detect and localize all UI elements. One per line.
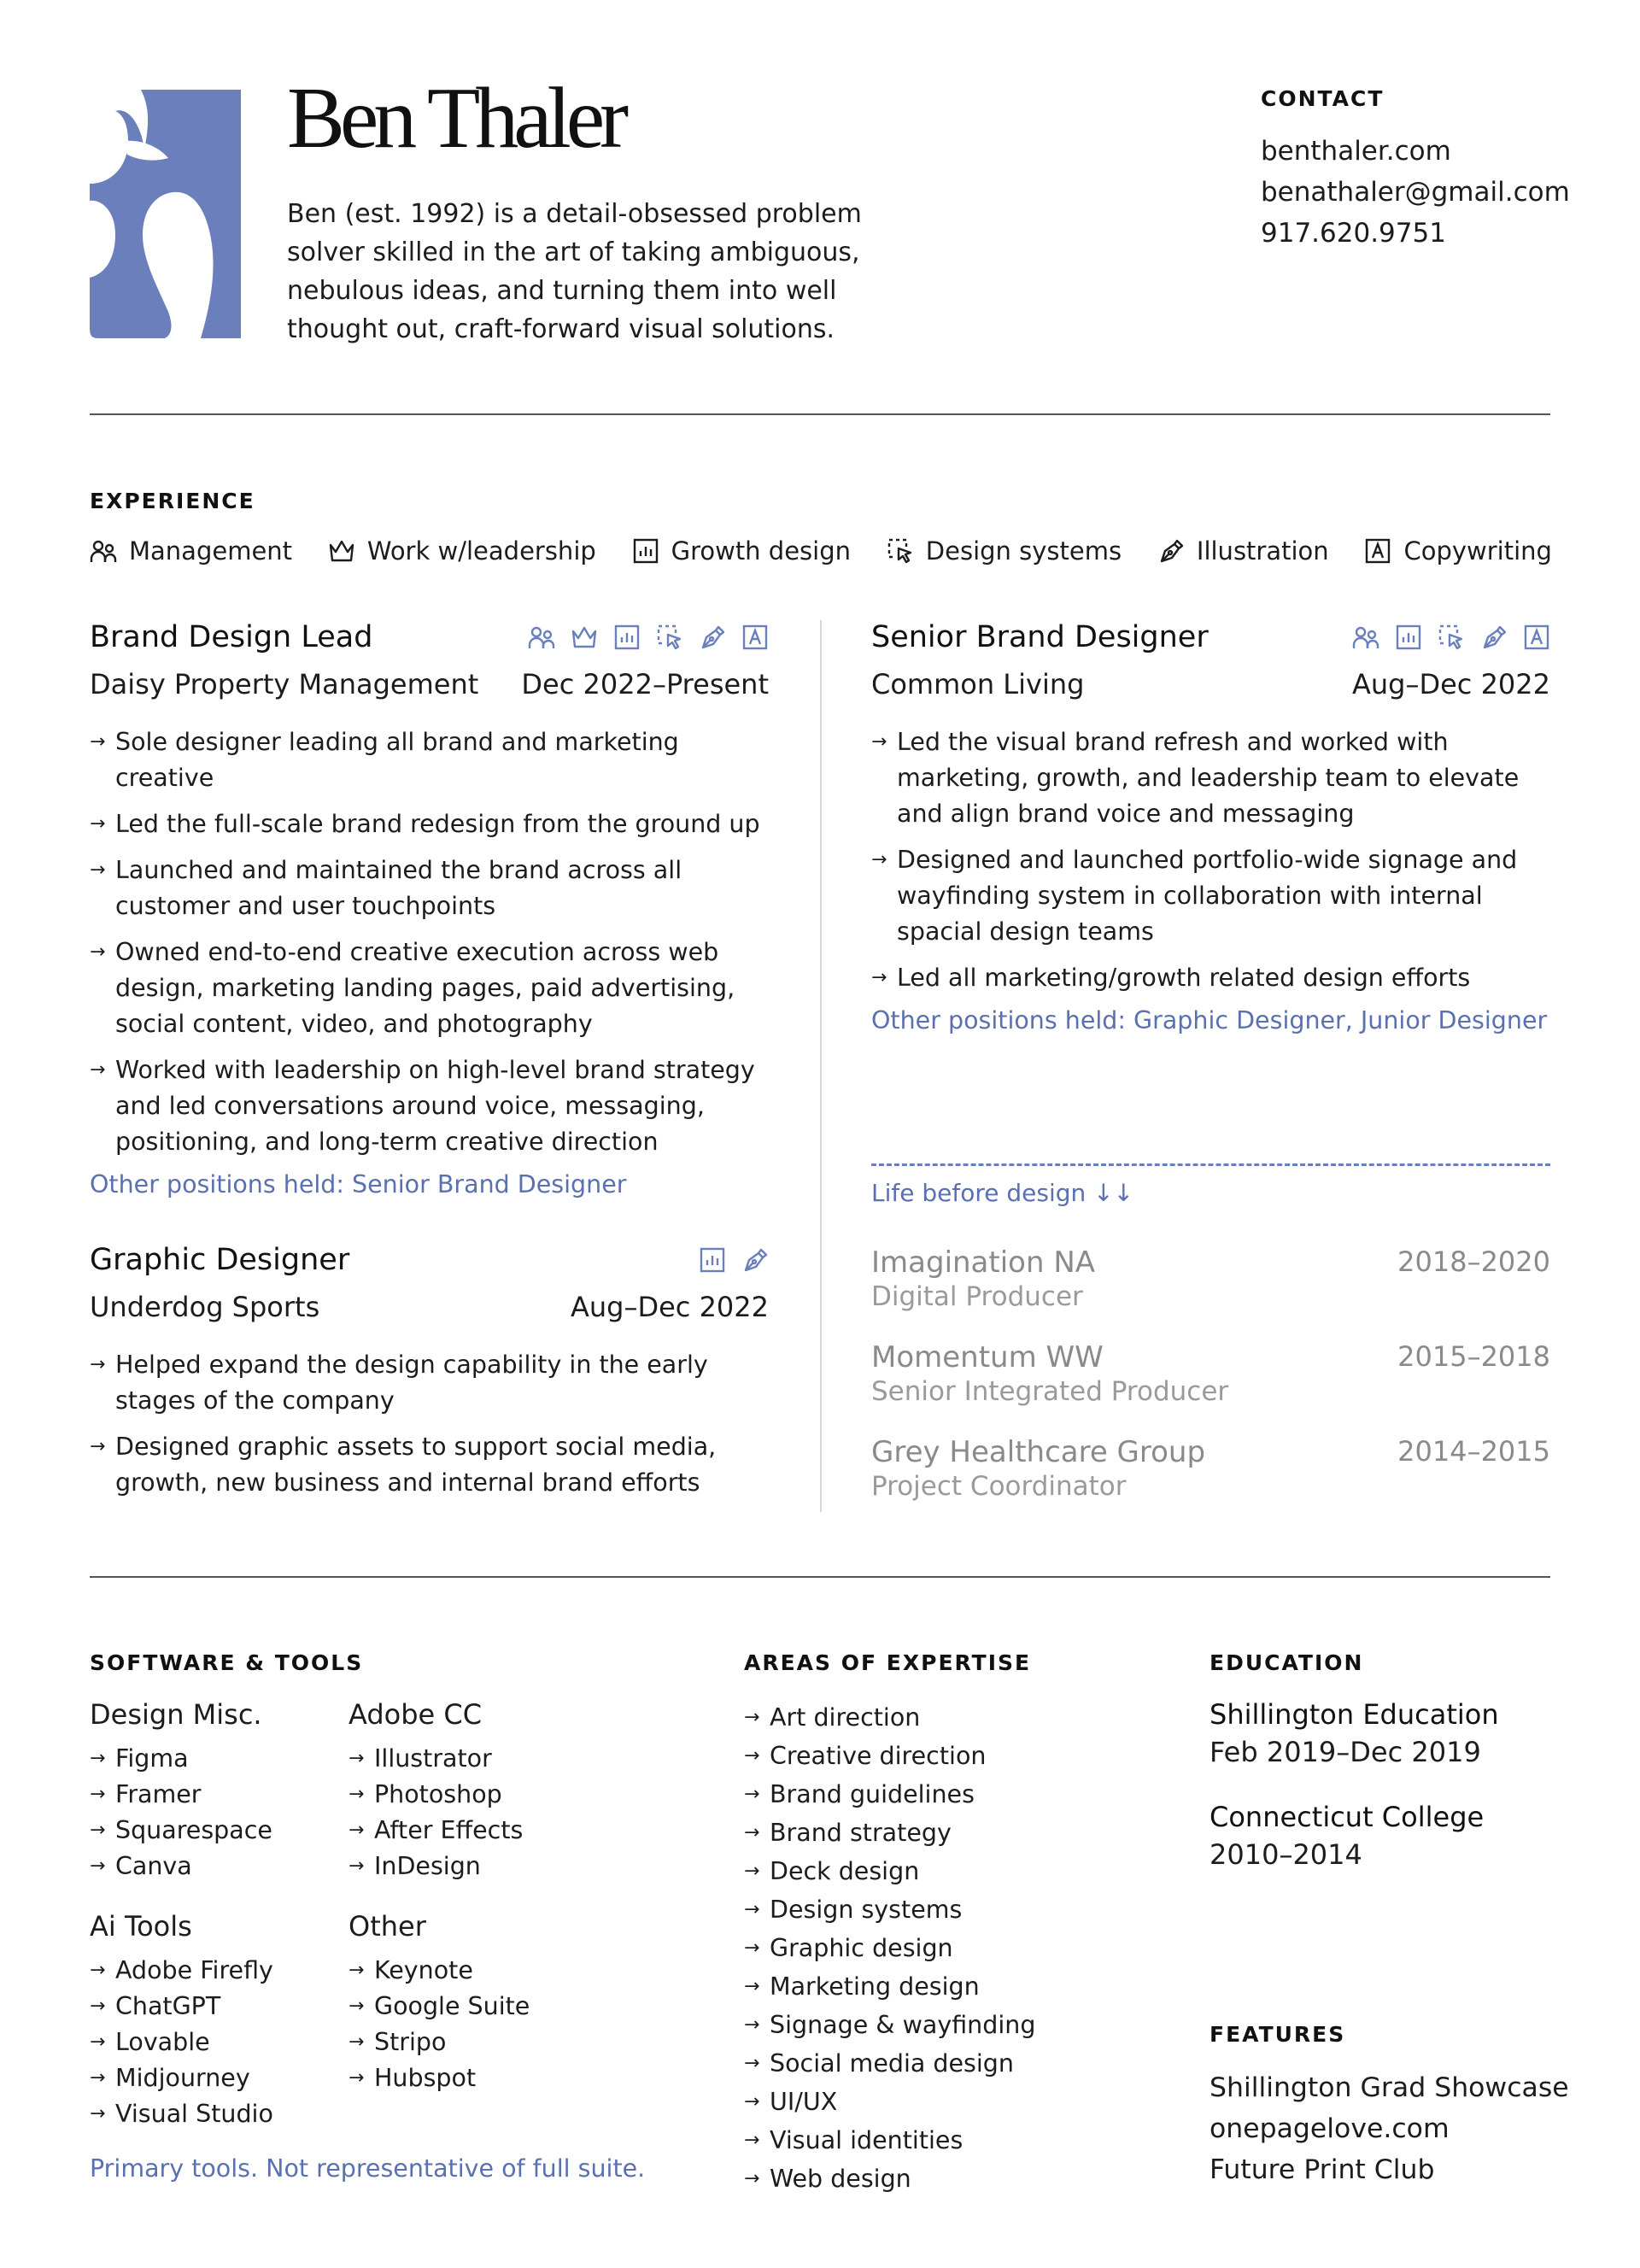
list-item: → Canva [90,1849,337,1884]
other-positions-note: Other positions held: Graphic Designer, Junior Designer [871,1006,1548,1034]
experience-label: EXPERIENCE [90,489,255,513]
tool-group [348,1910,596,2096]
list-item: → Led the visual brand refresh and worked with marketing, growth, and leadership team to elevate and align brand voice and messaging [871,724,1550,832]
arrow-icon: → [744,2168,760,2189]
contact-label: CONTACT [1261,86,1385,111]
expertise-label: AREAS OF EXPERTISE [744,1650,1032,1675]
prior-role: Project Coordinator [871,1471,1127,1502]
arrow-icon: → [90,1995,106,2017]
bar-chart-icon [613,624,641,651]
list-item: → Deck design [744,1852,1035,1890]
skills-legend [90,536,1552,566]
list-item: → Marketing design [744,1967,1035,2006]
list-item: → Midjourney [90,2060,337,2096]
tool-list [90,1741,337,1884]
list-item: → Framer [90,1777,337,1813]
school-dates: Feb 2019–Dec 2019 [1210,1736,1481,1768]
school-name: Connecticut College [1210,1801,1485,1833]
logo-mark [90,90,241,338]
people-icon [528,624,555,651]
job-entry [90,620,769,1198]
cursor-select-icon [1438,624,1465,651]
arrow-icon: → [348,1960,365,1981]
tool-group [90,1698,337,1884]
tool-list [348,1953,596,2096]
list-item: → Figma [90,1741,337,1777]
arrow-icon: → [90,2031,106,2053]
prior-years: 2014–2015 [1397,1435,1550,1468]
skill-management: Management [90,536,292,566]
list-item: → Visual Studio [90,2096,337,2132]
arrow-icon: → [744,1937,760,1959]
arrow-icon: → [744,1707,760,1728]
dashed-divider [871,1163,1550,1166]
job-entry [90,1243,769,1511]
list-item: → Design systems [744,1890,1035,1929]
job-skill-icons [1352,624,1550,651]
arrow-icon: → [871,967,887,988]
arrow-icon: → [744,2014,760,2036]
education-entry [1210,1801,1484,1871]
contact-block [1261,131,1570,254]
list-item: → Graphic design [744,1929,1035,1967]
divider [90,413,1550,415]
job-bullets [90,1347,769,1501]
job-skill-icons [528,624,769,651]
bar-chart-icon [699,1246,726,1274]
arrow-icon: → [90,813,106,835]
arrow-icon: → [744,1899,760,1920]
arrow-icon: → [744,2091,760,2113]
phone-number[interactable]: 917.620.9751 [1261,218,1446,249]
job-bullets [871,724,1550,996]
letter-a-icon [741,624,769,651]
job-title: Senior Brand Designer [871,620,1209,654]
tool-group [348,1698,596,1884]
arrow-icon: → [744,1976,760,1997]
arrow-icon: → [90,1748,106,1769]
arrow-icon: → [90,1354,106,1375]
company-name: Common Living [871,668,1085,700]
prior-job [871,1245,1550,1312]
school-dates: 2010–2014 [1210,1838,1362,1871]
prior-job [871,1340,1550,1407]
job-skill-icons [699,1246,769,1274]
list-item: → Illustrator [348,1741,596,1777]
list-item: → Visual identities [744,2121,1035,2160]
list-item: → Hubspot [348,2060,596,2096]
list-item: → Stripo [348,2025,596,2060]
arrow-icon: → [90,1960,106,1981]
arrow-icon: → [90,859,106,881]
tool-group-heading: Ai Tools [90,1910,192,1943]
list-item: → Photoshop [348,1777,596,1813]
pen-nib-icon [741,1246,769,1274]
prior-company: Grey Healthcare Group [871,1435,1206,1469]
feature-item[interactable]: onepagelove.com [1210,2113,1450,2144]
arrow-icon: → [90,1855,106,1877]
list-item: → Google Suite [348,1989,596,2025]
skill-illustration: Illustration [1157,536,1329,566]
features-label: FEATURES [1210,2022,1346,2047]
prior-company: Imagination NA [871,1245,1096,1280]
job-dates: Aug–Dec 2022 [570,1291,769,1323]
divider [90,1576,1550,1578]
education-label: EDUCATION [1210,1650,1364,1675]
arrow-icon: → [348,1995,365,2017]
list-item: → Designed graphic assets to support social media, growth, new business and internal brand efforts [90,1429,769,1501]
arrow-icon: → [348,1748,365,1769]
features-list [1210,2067,1569,2190]
arrow-icon: → [871,731,887,753]
job-entry [871,620,1550,1034]
candidate-name: Ben Thaler [287,70,624,167]
arrow-icon: → [90,1436,106,1457]
expertise-list [744,1698,1035,2198]
list-item: → Signage & wayfinding [744,2006,1035,2044]
prior-years: 2018–2020 [1397,1245,1550,1278]
cursor-select-icon [656,624,683,651]
list-item: → Brand strategy [744,1814,1035,1852]
arrow-icon: → [744,1822,760,1843]
arrow-icon: → [348,1855,365,1877]
job-title: Graphic Designer [90,1243,350,1277]
crown-icon [571,624,598,651]
school-name: Shillington Education [1210,1698,1499,1731]
skill-design-systems: Design systems [887,536,1122,566]
arrow-icon: → [348,2067,365,2089]
job-dates: Dec 2022–Present [521,668,769,700]
prior-role: Digital Producer [871,1281,1083,1312]
prior-years: 2015–2018 [1397,1340,1550,1373]
list-item: → Led all marketing/growth related design efforts [871,960,1550,996]
list-item: → Creative direction [744,1737,1035,1775]
arrow-icon: → [90,941,106,963]
column-divider [820,620,822,1512]
arrow-icon: → [871,849,887,870]
letter-a-icon [1364,537,1391,565]
pen-nib-icon [1480,624,1508,651]
arrow-icon: → [348,2031,365,2053]
other-positions-note: Other positions held: Senior Brand Designer [90,1170,627,1198]
skill-growth-design: Growth design [632,536,851,566]
tool-group-heading: Other [348,1910,426,1943]
list-item: → After Effects [348,1813,596,1849]
job-bullets [90,724,769,1160]
list-item: → UI/UX [744,2083,1035,2121]
tools-label: SOFTWARE & TOOLS [90,1650,364,1675]
company-name: Daisy Property Management [90,668,479,700]
bio-text: Ben (est. 1992) is a detail-obsessed problem solver skilled in the art of taking ambiguous, nebulous ideas, and turning them into well thought out, craft-forward visual solutions. [287,199,862,344]
list-item: → Helped expand the design capability in the early stages of the company [90,1347,769,1419]
list-item: → Keynote [348,1953,596,1989]
tools-note: Primary tools. Not representative of full suite. [90,2154,646,2183]
list-item: → Social media design [744,2044,1035,2083]
skill-work-with-leadership: Work w/leadership [328,536,596,566]
list-item: → Led the full-scale brand redesign from the ground up [90,806,769,842]
list-item: → Web design [744,2160,1035,2198]
list-item: → Launched and maintained the brand across all customer and user touchpoints [90,853,769,924]
list-item: → Designed and launched portfolio-wide signage and wayfinding system in collaboration with internal spacial design teams [871,842,1550,950]
arrow-icon: → [90,1820,106,1841]
pen-nib-icon [1157,537,1185,565]
crown-icon [328,537,355,565]
list-item: → Brand guidelines [744,1775,1035,1814]
arrow-icon: → [348,1784,365,1805]
feature-item: Future Print Club [1210,2154,1435,2185]
list-item: → Sole designer leading all brand and marketing creative [90,724,769,796]
arrow-icon: → [90,1784,106,1805]
list-item: → Adobe Firefly [90,1953,337,1989]
bar-chart-icon [1395,624,1422,651]
list-item: → Lovable [90,2025,337,2060]
prior-company: Momentum WW [871,1340,1104,1374]
people-icon [90,537,117,565]
arrow-icon: → [90,731,106,753]
tool-group-heading: Design Misc. [90,1698,262,1731]
list-item: → Squarespace [90,1813,337,1849]
pen-nib-icon [699,624,726,651]
tool-list [90,1953,337,2132]
company-name: Underdog Sports [90,1291,320,1323]
email-link[interactable]: benathaler@gmail.com [1261,177,1570,208]
cursor-select-icon [887,537,914,565]
bar-chart-icon [632,537,659,565]
arrow-icon: → [744,2053,760,2074]
prior-job [871,1435,1550,1502]
job-dates: Aug–Dec 2022 [1351,668,1550,700]
tool-group [90,1910,337,2132]
list-item: → ChatGPT [90,1989,337,2025]
list-item: → Owned end-to-end creative execution across web design, marketing landing pages, paid advertising, social content, video, and photography [90,935,769,1042]
tool-group-heading: Adobe CC [348,1698,483,1731]
people-icon [1352,624,1379,651]
arrow-icon: → [744,1784,760,1805]
list-item: → Worked with leadership on high-level brand strategy and led conversations around voice, messaging, positioning, and long-term creative direction [90,1052,769,1160]
arrow-icon: → [744,2130,760,2151]
arrow-icon: → [90,2103,106,2124]
life-before-design-label: Life before design ↓↓ [871,1179,1134,1207]
job-title: Brand Design Lead [90,620,373,654]
letter-a-icon [1523,624,1550,651]
tool-list [348,1741,596,1884]
arrow-icon: → [348,1820,365,1841]
skill-copywriting: Copywriting [1364,536,1551,566]
arrow-icon: → [90,2067,106,2089]
website-link[interactable]: benthaler.com [1261,136,1451,167]
arrow-icon: → [744,1745,760,1767]
arrow-icon: → [744,1861,760,1882]
list-item: → Art direction [744,1698,1035,1737]
feature-item: Shillington Grad Showcase [1210,2072,1569,2103]
prior-role: Senior Integrated Producer [871,1376,1229,1407]
list-item: → InDesign [348,1849,596,1884]
arrow-icon: → [90,1059,106,1081]
education-entry [1210,1698,1499,1768]
